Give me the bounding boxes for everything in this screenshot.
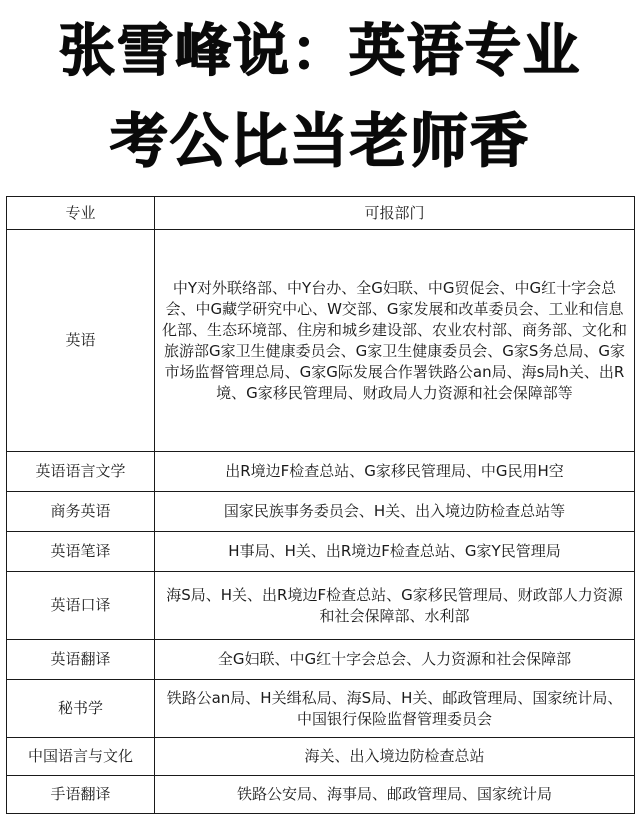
- header-departments: 可报部门: [155, 197, 635, 230]
- table-row: [7, 532, 635, 572]
- table-row: [7, 452, 635, 492]
- table-row: [7, 776, 635, 814]
- major-cell: 商务英语: [7, 492, 155, 532]
- major-cell: 中国语言与文化: [7, 738, 155, 776]
- departments-cell: 出R境边F检查总站、G家移民管理局、中G民用H空: [155, 452, 635, 492]
- table-row: [7, 640, 635, 680]
- department-table: [6, 196, 635, 814]
- table-row: [7, 572, 635, 640]
- major-cell: 英语: [7, 230, 155, 452]
- table-row: [7, 230, 635, 452]
- departments-cell: 国家民族事务委员会、H关、出入境边防检查总站等: [155, 492, 635, 532]
- departments-cell: 海关、出入境边防检查总站: [155, 738, 635, 776]
- table-row: [7, 680, 635, 738]
- departments-cell: H事局、H关、出R境边F检查总站、G家Y民管理局: [155, 532, 635, 572]
- departments-cell: 铁路公an局、H关缉私局、海S局、H关、邮政管理局、国家统计局、中国银行保险监督管理委员会: [155, 680, 635, 738]
- departments-cell: 全G妇联、中G红十字会总会、人力资源和社会保障部: [155, 640, 635, 680]
- departments-cell: 铁路公安局、海事局、邮政管理局、国家统计局: [155, 776, 635, 814]
- major-cell: 秘书学: [7, 680, 155, 738]
- table-header-row: [7, 197, 635, 230]
- major-cell: 英语口译: [7, 572, 155, 640]
- title-line-1: 张雪峰说：英语专业: [59, 19, 581, 84]
- departments-cell: 中Y对外联络部、中Y台办、全G妇联、中G贸促会、中G红十字会总会、中G藏学研究中心、W交部、G家发展和改革委员会、工业和信息化部、生态环境部、住房和城乡建设部、农业农村部、商务部、文化和旅游部G家卫生健康委员会、G家卫生健康委员会、G家S务总局、G家市场监督管理总局、G家G际发展合作署铁路公an局、海s局h关、出R境、G家移民管理局、财政局人力资源和社会保障部等: [155, 230, 635, 452]
- major-cell: 英语翻译: [7, 640, 155, 680]
- table-row: [7, 492, 635, 532]
- table-row: [7, 738, 635, 776]
- major-cell: 手语翻译: [7, 776, 155, 814]
- major-cell: 英语笔译: [7, 532, 155, 572]
- departments-cell: 海S局、H关、出R境边F检查总站、G家移民管理局、财政部人力资源和社会保障部、水利部: [155, 572, 635, 640]
- major-cell: 英语语言文学: [7, 452, 155, 492]
- title-line-2: 考公比当老师香: [109, 107, 530, 175]
- header-major: 专业: [7, 197, 155, 230]
